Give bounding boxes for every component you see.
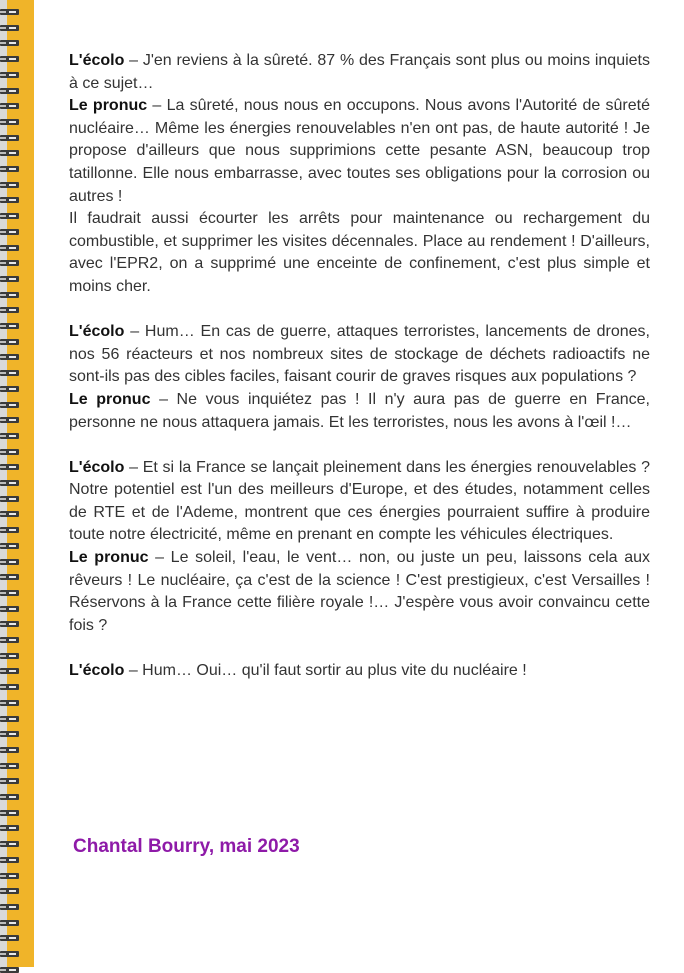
speaker-label: Le pronuc: [69, 97, 148, 115]
ring: [0, 637, 19, 643]
dialogue-text: [69, 50, 650, 683]
ring: [0, 40, 19, 46]
ring: [0, 825, 19, 831]
ring: [0, 920, 19, 926]
ring: [0, 904, 19, 910]
ring: [0, 668, 19, 674]
ring: [0, 527, 19, 533]
ring: [0, 245, 19, 251]
ring: [0, 166, 19, 172]
ring: [0, 56, 19, 62]
line-text: – Le soleil, l'eau, le vent… non, ou juste un peu, laissons cela aux rêveurs ! Le nucléaire, ça c'est de la science ! C'est prestigieux, c'est Versailles ! Réservons à la France cette filière royale !… J'espère vous avoir convaincu cette fois ?: [69, 549, 651, 634]
line-text: – Ne vous inquiétez pas ! Il n'y aura pas de guerre en France, personne ne nous attaquera jamais. Et les terroristes, nous les avons à l'œil !…: [69, 390, 650, 431]
ring: [0, 559, 19, 565]
ring: [0, 292, 19, 298]
line-text: – Hum… En cas de guerre, attaques terroristes, lancements de drones, nos 56 réacteurs et nos nombreux sites de stockage de déchets radioactifs ne sont-ils pas des cibles faciles, faisant courir de graves risques aux populations ?: [69, 323, 650, 386]
spiral-binding: [0, 0, 34, 967]
ring: [0, 464, 19, 470]
speaker-label: L'écolo: [69, 52, 125, 69]
speaker-label: L'écolo: [69, 662, 125, 680]
ring: [0, 135, 19, 141]
ring: [0, 197, 19, 203]
ring: [0, 323, 19, 329]
ring: [0, 9, 19, 15]
speaker-label: Le pronuc: [69, 549, 149, 567]
line-text: Il faudrait aussi écourter les arrêts pour maintenance ou rechargement du combustible, et supprimer les visites décennales. Place au rendement ! D'ailleurs, avec l'EPR2, on a supprimé une enceinte de confinement, c'est plus simple et moins cher.: [69, 210, 650, 295]
ring: [0, 574, 19, 580]
line-text: – Hum… Oui… qu'il faut sortir au plus vite du nucléaire !: [124, 662, 527, 680]
ring: [0, 873, 19, 879]
ring: [0, 150, 19, 156]
ring: [0, 935, 19, 941]
paragraph: [69, 389, 650, 434]
ring: [0, 370, 19, 376]
speaker-label: Le pronuc: [69, 390, 151, 408]
ring: [0, 229, 19, 235]
ring: [0, 841, 19, 847]
ring: [0, 794, 19, 800]
speaker-label: L'écolo: [69, 323, 125, 341]
line-text: – J'en reviens à la sûreté. 87 % des Français sont plus ou moins inquiets à ce sujet…: [69, 52, 650, 92]
ring: [0, 590, 19, 596]
ring: [0, 449, 19, 455]
ring: [0, 119, 19, 125]
ring: [0, 747, 19, 753]
ring: [0, 88, 19, 94]
ring: [0, 778, 19, 784]
ring: [0, 621, 19, 627]
ring: [0, 182, 19, 188]
ring: [0, 260, 19, 266]
line-text: – La sûreté, nous nous en occupons. Nous avons l'Autorité de sûreté nucléaire… Même les énergies renouvelables n'en ont pas, de haute autorité ! Je propose d'ailleurs que nous supprimions cette pesante ASN, beaucoup trop tatillonne. Elle nous embarrasse, avec toutes ses obligations pour la corrosion ou autres !: [69, 97, 651, 205]
paragraph: [69, 208, 650, 298]
ring: [0, 716, 19, 722]
ring: [0, 511, 19, 517]
paragraph: [69, 50, 650, 95]
ring: [0, 386, 19, 392]
ring: [0, 480, 19, 486]
ring: [0, 967, 19, 973]
paragraph: [69, 547, 650, 637]
paragraph: [69, 457, 650, 547]
paragraph: [69, 660, 650, 683]
ring: [0, 543, 19, 549]
ring: [0, 606, 19, 612]
ring: [0, 684, 19, 690]
ring: [0, 402, 19, 408]
ring: [0, 417, 19, 423]
ring: [0, 653, 19, 659]
ring: [0, 354, 19, 360]
ring: [0, 103, 19, 109]
ring: [0, 731, 19, 737]
ring: [0, 213, 19, 219]
ring: [0, 276, 19, 282]
ring: [0, 951, 19, 957]
author-signature: Chantal Bourry, mai 2023: [73, 836, 300, 857]
line-text: – Et si la France se lançait pleinement dans les énergies renouvelables ? Notre potentiel est l'un des meilleurs d'Europe, et des études, notamment celles de RTE et de l'Ademe, montrent que ces énergies pourraient suffire à produire toute notre électricité, même en prenant en compte les véhicules électriques.: [69, 458, 650, 544]
ring: [0, 888, 19, 894]
paragraph: [69, 321, 650, 389]
ring: [0, 496, 19, 502]
ring: [0, 700, 19, 706]
ring: [0, 810, 19, 816]
ring: [0, 433, 19, 439]
ring: [0, 763, 19, 769]
ring: [0, 307, 19, 313]
ring: [0, 857, 19, 863]
paragraph: [69, 95, 650, 208]
speaker-label: L'écolo: [69, 458, 125, 476]
ring: [0, 72, 19, 78]
ring: [0, 25, 19, 31]
ring: [0, 339, 19, 345]
